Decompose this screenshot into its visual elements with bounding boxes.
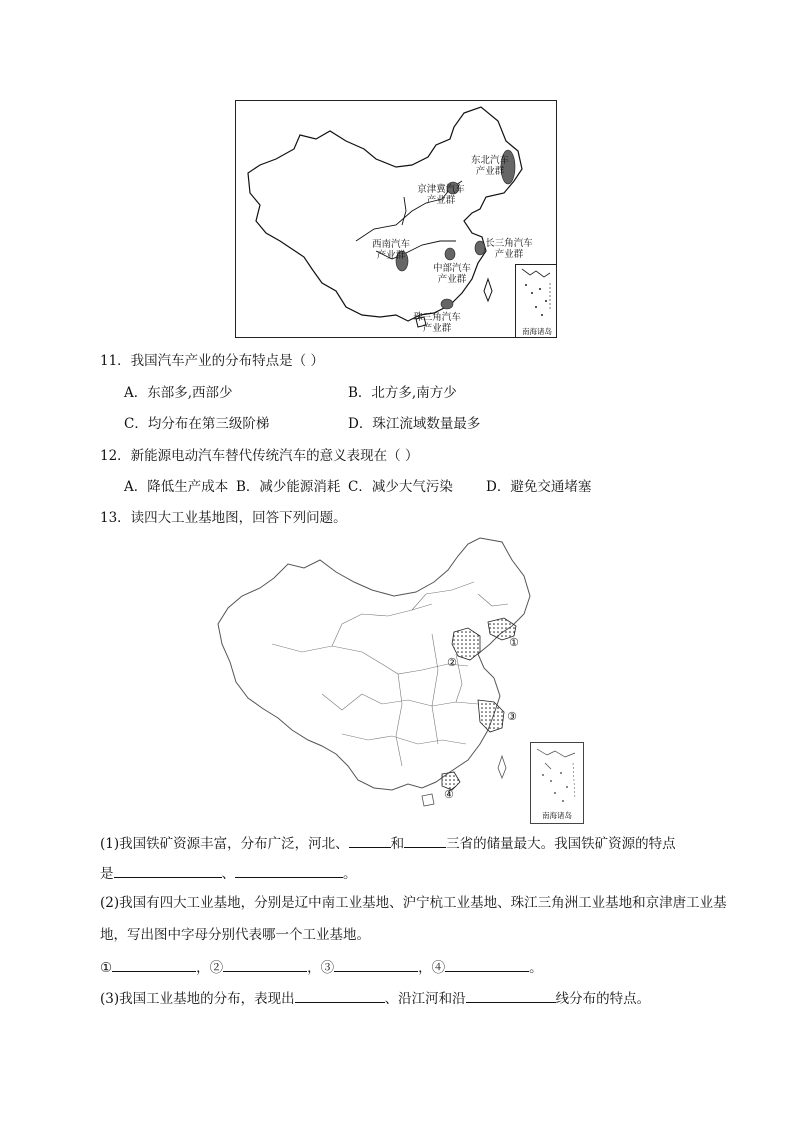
- q12-option-d[interactable]: D．避免交通堵塞: [486, 479, 592, 495]
- auto-cluster-map: [235, 100, 557, 338]
- industrial-base-map: [212, 534, 586, 824]
- q11-stem: 11．我国汽车产业的分布特点是（ ）: [100, 353, 324, 369]
- sub3-line1: [100, 987, 650, 1009]
- q12-option-c[interactable]: C．减少大气污染: [348, 479, 453, 495]
- sub1-text-b: 和: [390, 836, 405, 852]
- sub3-text-c: 线分布的特点。: [555, 991, 651, 1007]
- sub2-blank-3[interactable]: [334, 956, 418, 972]
- inset-caption: 南海诸岛: [542, 811, 572, 820]
- cluster-pearl: [441, 299, 453, 309]
- china-border: [248, 107, 522, 321]
- q12-stem: 12．新能源电动汽车替代传统汽车的意义表现在（ ）: [100, 448, 419, 464]
- sub1-text-a: (1)我国铁矿资源丰富，分布广泛，河北、: [100, 836, 349, 852]
- sub1-blank-2[interactable]: [404, 832, 446, 848]
- sub2-line2: 地，写出图中字母分别代表哪一个工业基地。: [100, 927, 370, 943]
- label-southwest: 西南汽车产业群: [371, 239, 410, 261]
- sub3-text-b: 、沿江河和沿: [384, 991, 466, 1007]
- sub2-item-2: ，②: [196, 960, 224, 976]
- q13-stem: 13．读四大工业基地图，回答下列问题。: [100, 510, 347, 526]
- marker-2: ②: [447, 656, 457, 669]
- province-boundaries: [272, 582, 508, 766]
- sub3-blank-1[interactable]: [295, 987, 385, 1003]
- china-border: [218, 538, 530, 790]
- sub1-text-c: 三省的储量最大。我国铁矿资源的特点: [446, 836, 676, 852]
- sub1-line2: [100, 862, 357, 884]
- sub1-sep: 、: [221, 866, 235, 882]
- south-sea-inset: [515, 264, 557, 338]
- q12-option-b[interactable]: B．减少能源消耗: [236, 479, 341, 495]
- label-yangtze: 长三角汽车产业群: [485, 238, 533, 260]
- q11-option-c[interactable]: C．均分布在第三级阶梯: [124, 416, 270, 432]
- south-sea-inset: [530, 742, 584, 824]
- base-region-3: [478, 700, 504, 732]
- q11-option-d[interactable]: D．珠江流域数量最多: [348, 416, 481, 432]
- sub1-end: 。: [343, 866, 357, 882]
- taiwan-island: [498, 756, 506, 778]
- label-jingjinji: 京津冀汽车产业群: [417, 184, 465, 206]
- sub2-line1: (2)我国有四大工业基地，分别是辽中南工业基地、沪宁杭工业基地、珠江三角洲工业基地和京津唐工业基: [100, 895, 727, 911]
- sub2-line3: [100, 956, 543, 978]
- sub1-blank-4[interactable]: [235, 862, 343, 878]
- sub2-item-4: ，④: [418, 960, 446, 976]
- hainan-island: [422, 794, 434, 806]
- sub3-text-a: (3)我国工业基地的分布，表现出: [100, 991, 295, 1007]
- inset-islands: [531, 743, 583, 809]
- province-line: [402, 197, 406, 225]
- label-central: 中部汽车产业群: [432, 263, 471, 285]
- marker-3: ③: [507, 710, 517, 723]
- sub1-blank-3[interactable]: [114, 862, 222, 878]
- sub2-blank-4[interactable]: [445, 956, 529, 972]
- cluster-central: [445, 248, 455, 260]
- sub2-blank-1[interactable]: [112, 956, 196, 972]
- sub2-item-3: ，③: [307, 960, 335, 976]
- inset-caption: 南海诸岛: [522, 327, 552, 336]
- label-northeast: 东北汽车产业群: [470, 155, 509, 177]
- taiwan-island: [484, 279, 492, 301]
- china-outline-map: [236, 101, 556, 337]
- inset-islands: [516, 265, 557, 325]
- q11-option-b[interactable]: B．北方多,南方少: [348, 385, 457, 401]
- sub3-blank-2[interactable]: [466, 987, 556, 1003]
- sub1-line1: [100, 832, 676, 854]
- q11-option-a[interactable]: A．东部多,西部少: [124, 385, 233, 401]
- sub2-end: 。: [529, 960, 543, 976]
- sub2-blank-2[interactable]: [223, 956, 307, 972]
- label-pearl: 珠三角汽车产业群: [413, 312, 461, 334]
- q12-option-a[interactable]: A．降低生产成本: [124, 479, 229, 495]
- sub1-blank-1[interactable]: [349, 832, 391, 848]
- marker-4: ④: [444, 788, 454, 801]
- marker-1: ①: [509, 636, 519, 649]
- sub1-text-d: 是: [100, 866, 114, 882]
- sub2-item-1: ①: [100, 960, 113, 976]
